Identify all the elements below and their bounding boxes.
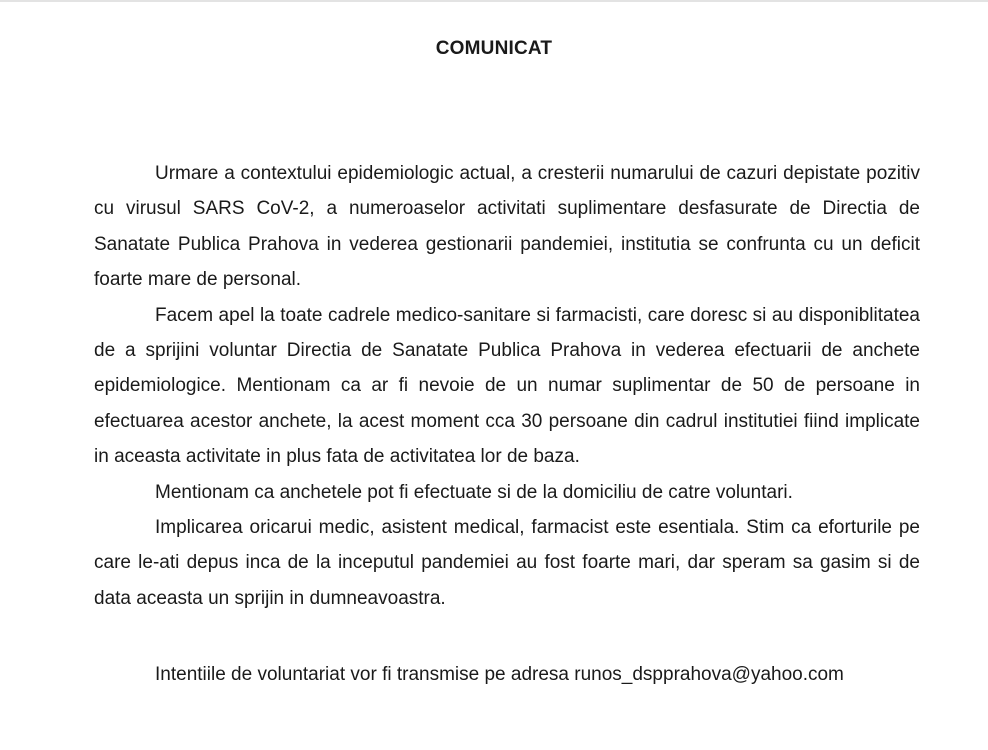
top-border xyxy=(0,0,988,2)
paragraph-appeal: Facem apel la toate cadrele medico-sanitare si farmacisti, care doresc si au disponiblitatea de a sprijini voluntar Directia de Sanatate Publica Prahova in vederea efectuarii de anchete epidemiologice. Mentionam ca ar fi nevoie de un numar suplimentar de 50 de persoane in efectuarea acestor anchete, la acest moment cca 30 persoane din cadrul institutiei fiind implicate in aceasta activitate in plus fata de activitatea lor de baza. xyxy=(94,304,920,468)
paragraph-context: Urmare a contextului epidemiologic actual, a cresterii numarului de cazuri depistate pozitiv cu virusul SARS CoV-2, a numeroaselor activitati suplimentare desfasurate de Directia de Sanatate Publica Prahova in vederea gestionarii pandemiei, institutia se confrunta cu un deficit foarte mare de personal. xyxy=(94,163,920,291)
paragraph-remote-work: Mentionam ca anchetele pot fi efectuate si de la domiciliu de catre voluntari. xyxy=(155,481,793,503)
paragraph-involvement: Implicarea oricarui medic, asistent medical, farmacist este esentiala. Stim ca eforturile pe care le-ati depus inca de la inceputul pandemiei au fost foarte mari, dar speram sa gasim si de data aceasta un sprijin in dumneavoastra. xyxy=(94,517,920,609)
closing-line: Intentiile de voluntariat vor fi transmise pe adresa runos_dspprahova@yahoo.com xyxy=(155,664,844,685)
document-title: COMUNICAT xyxy=(435,38,553,59)
document-body xyxy=(94,156,920,616)
